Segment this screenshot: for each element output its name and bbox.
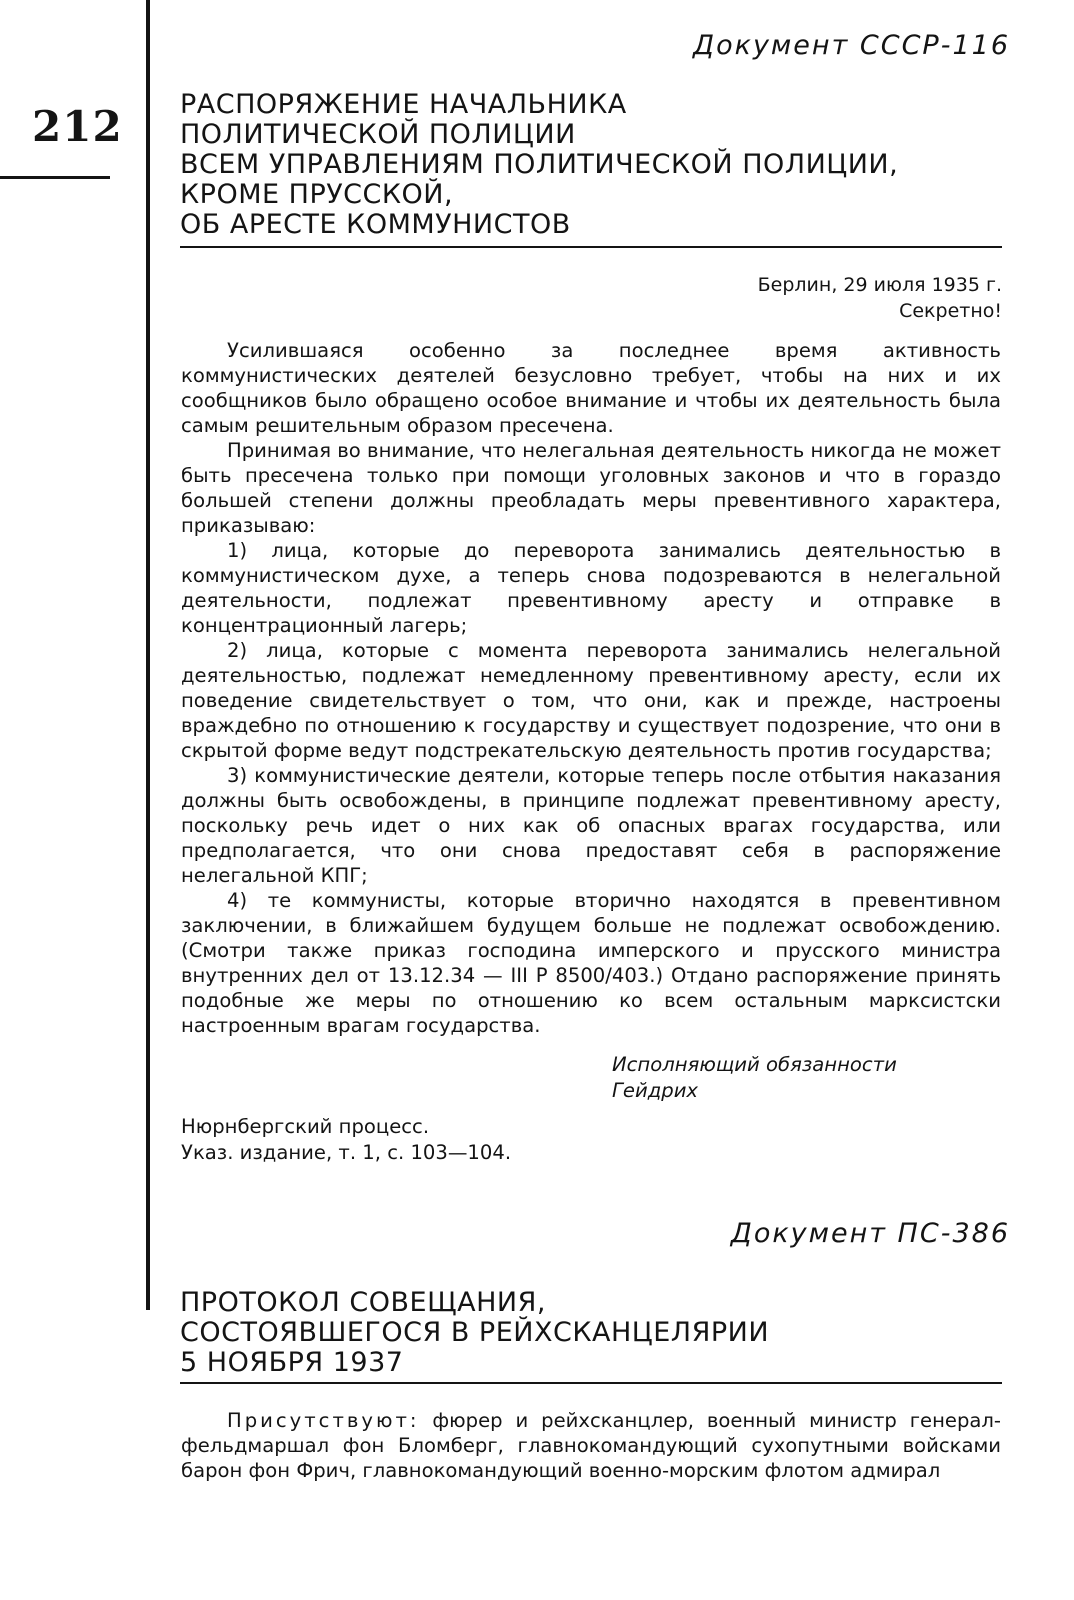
title-line: ОБ АРЕСТЕ КОММУНИСТОВ (180, 209, 571, 240)
title-line: СОСТОЯВШЕГОСЯ В РЕЙХСКАНЦЕЛЯРИИ (180, 1317, 770, 1348)
document-meta (758, 272, 1002, 324)
source-line: Указ. издание, т. 1, с. 103—104. (181, 1141, 512, 1164)
document-reference: Документ СССР-116 (693, 30, 1010, 61)
signature-block (612, 1052, 897, 1104)
title-line: РАСПОРЯЖЕНИЕ НАЧАЛЬНИКА (180, 89, 627, 120)
document-title (180, 90, 898, 240)
paragraph: 2) лица, которые с момента переворота занимались нелегальной деятельностью, подлежат немедленному превентивному аресту, если их поведение свидетельствует о том, что они, как и прежде, настроены враждебно по отношению к государству и существует подозрение, что они в скрытой форме ведут подстрекательскую деятельность против государства; (181, 639, 1001, 762)
page-number-rule (0, 176, 110, 179)
margin-rule (146, 0, 150, 1310)
document-body (181, 1408, 1001, 1483)
paragraph (181, 1408, 1001, 1483)
paragraph: Усилившаяся особенно за последнее время активность коммунистических деятелей безусловно требует, чтобы на них и их сообщников было обращено особое внимание и чтобы их деятельность была самым решительным образом пресечена. (181, 339, 1001, 437)
classification-mark: Секретно! (899, 300, 1002, 322)
paragraph: 3) коммунистические деятели, которые теперь после отбытия наказания должны быть освобождены, в принципе подлежат превентивному аресту, поскольку речь идет о них как об опасных врагах государства, или предполагается, что они снова предоставят себя в распоряжение нелегальной КПГ; (181, 764, 1001, 887)
paragraph: 1) лица, которые до переворота занимались деятельностью в коммунистическом духе, а теперь снова подозреваются в нелегальной деятельности, подлежат превентивному аресту и отправке в концентрационный лагерь; (181, 539, 1001, 637)
paragraph: 4) те коммунисты, которые вторично находятся в превентивном заключении, в ближайшем будущем больше не подлежат освобождению. (Смотри также приказ господина имперского и прусского министра внутренних дел от 13.12.34 — III Р 8500/403.) Отдано распоряжение принять подобные же меры по отношению ко всем остальным марксистски настроенным врагам государства. (181, 889, 1001, 1037)
title-line: 5 НОЯБРЯ 1937 (180, 1347, 404, 1378)
title-line: ПОЛИТИЧЕСКОЙ ПОЛИЦИИ (180, 119, 576, 150)
signature-name: Гейдрих (612, 1079, 699, 1102)
title-rule (180, 1382, 1002, 1384)
document-reference: Документ ПС-386 (730, 1218, 1010, 1249)
title-line: ПРОТОКОЛ СОВЕЩАНИЯ, (180, 1287, 546, 1318)
page-number: 212 (32, 102, 123, 151)
document-body (181, 338, 1001, 1038)
title-line: ВСЕМ УПРАВЛЕНИЯМ ПОЛИТИЧЕСКОЙ ПОЛИЦИИ, (180, 149, 899, 180)
signature-title: Исполняющий обязанности (612, 1053, 897, 1076)
source-citation (181, 1114, 511, 1166)
title-rule (180, 246, 1002, 248)
attendees-label: Присутствуют: (227, 1409, 420, 1432)
source-line: Нюрнбергский процесс. (181, 1115, 430, 1138)
place-date: Берлин, 29 июля 1935 г. (757, 274, 1002, 296)
paragraph: Принимая во внимание, что нелегальная деятельность никогда не может быть пресечена только при помощи уголовных законов и что в гораздо большей степени должны преобладать меры превентивного характера, приказываю: (181, 439, 1001, 537)
document-title (180, 1288, 769, 1378)
title-line: КРОМЕ ПРУССКОЙ, (180, 179, 454, 210)
attendees-text: фюрер и рейхсканцлер, военный министр генерал-фельдмаршал фон Бломберг, главнокомандующий сухопутными войсками барон фон Фрич, главнокомандующий военно-морским флотом адмирал (181, 1409, 1001, 1482)
